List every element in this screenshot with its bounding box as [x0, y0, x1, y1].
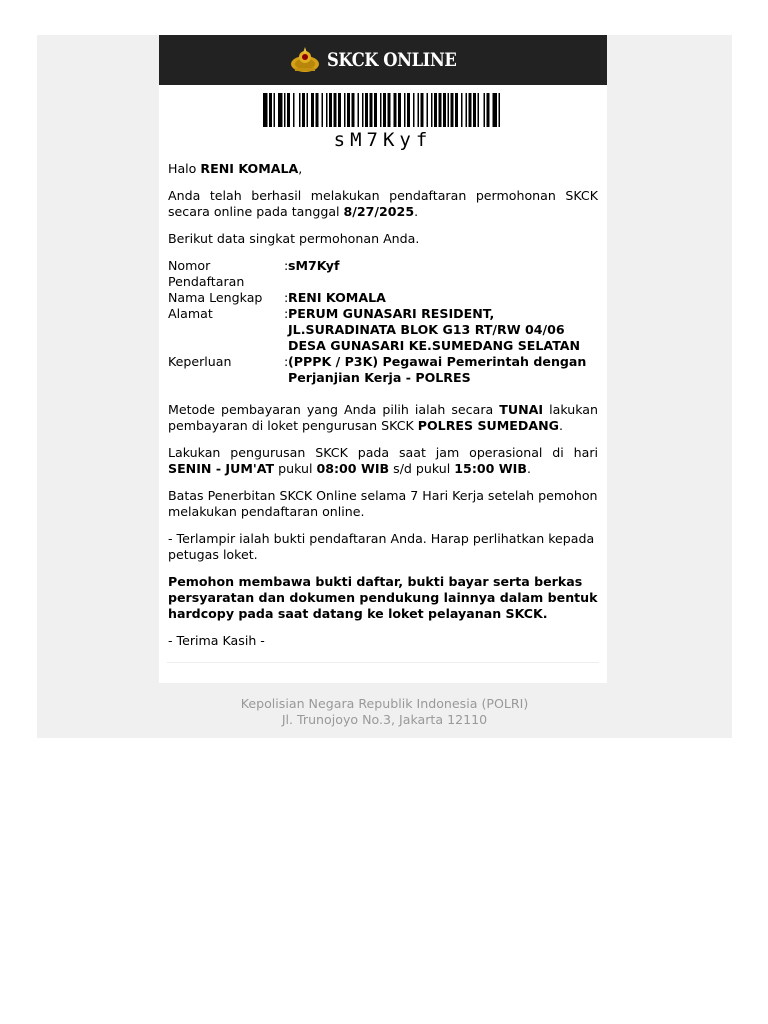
closing-text: - Terima Kasih - [168, 633, 265, 648]
barcode-bar [461, 93, 463, 127]
barcode-bar [431, 93, 433, 127]
detail-colon: : [284, 258, 289, 273]
payment-paragraph: Metode pembayaran yang Anda pilih ialah secara TUNAI lakukan pembayaran di loket pengurusan SKCK POLRES SUMEDANG. [168, 402, 598, 433]
detail-label: Nama Lengkap [168, 290, 263, 305]
detail-colon: : [284, 354, 289, 369]
detail-row-nomor [168, 258, 598, 290]
schedule-paragraph: Lakukan pengurusan SKCK pada saat jam operasional di hari SENIN - JUM'AT pukul 08:00 WIB s/d pukul 15:00 WIB. [168, 445, 598, 476]
barcode-bar [274, 93, 276, 127]
barcode-bar [407, 93, 410, 127]
barcode-bar [347, 93, 350, 127]
barcode-bar [434, 93, 437, 127]
barcode-bar [473, 93, 476, 127]
barcode-bar [439, 93, 442, 127]
intro-paragraph: Anda telah berhasil melakukan pendaftaran permohonan SKCK secara online pada tanggal 8/27/2025. [168, 188, 598, 219]
barcode-bar [302, 93, 305, 127]
barcode-block [159, 85, 607, 161]
bring-note: Pemohon membawa bukti daftar, bukti bayar serta berkas persyaratan dan dokumen pendukung lainnya dalam bentuk hardcopy pada saat datang ke loket pelayanan SKCK. [168, 574, 598, 621]
barcode-bar [421, 93, 424, 127]
barcode-bar [370, 93, 373, 127]
barcode-bar [484, 93, 486, 127]
barcode-bar [493, 93, 498, 127]
header-bar [159, 35, 607, 85]
barcode-bar [358, 93, 360, 127]
footer-address: Jl. Trunojoyo No.3, Jakarta 12110 [281, 712, 488, 727]
footer-org: Kepolisian Negara Republik Indonesia (POLRI) [240, 696, 529, 711]
detail-label: Nomor Pendaftaran [168, 258, 245, 289]
barcode-bar [394, 93, 397, 127]
barcode-bar [478, 93, 480, 127]
barcode-bar [338, 93, 341, 127]
payment-method: TUNAI [499, 402, 544, 417]
detail-row-nama [168, 290, 598, 306]
barcode-bar [451, 93, 454, 127]
barcode-bar [311, 93, 314, 127]
barcode-bar [287, 93, 290, 127]
barcode-bar [413, 93, 415, 127]
detail-colon: : [284, 306, 289, 321]
barcode-bar [284, 93, 286, 127]
barcode-bar [362, 93, 364, 127]
barcode-bar [269, 93, 272, 127]
barcode-bar [466, 93, 468, 127]
barcode-bar [365, 93, 368, 127]
attachment-note: - Terlampir ialah bukti pendaftaran Anda. Harap perlihatkan kepada petugas loket. [168, 531, 595, 562]
barcode-bar [455, 93, 458, 127]
divider [167, 662, 599, 663]
barcode-bar [374, 93, 377, 127]
barcode-bar [404, 93, 406, 127]
email-body [159, 161, 607, 649]
email-card [159, 35, 607, 683]
barcode-bar [352, 93, 355, 127]
barcode-bar [383, 93, 386, 127]
police-emblem-icon [289, 44, 321, 76]
barcode-bar [487, 93, 490, 127]
detail-label: Alamat [168, 306, 213, 321]
payment-location: POLRES SUMEDANG [417, 418, 559, 433]
barcode-bar [293, 93, 295, 127]
barcode-bar [278, 93, 283, 127]
barcode-bar [418, 93, 420, 127]
barcode-bar [263, 93, 268, 127]
schedule-start: 08:00 WIB [316, 461, 390, 476]
barcode-bar [329, 93, 332, 127]
detail-row-alamat [168, 306, 598, 354]
details-table [168, 258, 598, 386]
summary-intro: Berikut data singkat permohonan Anda. [168, 231, 420, 246]
barcode-bar [316, 93, 319, 127]
barcode-text: sM7Kyf [333, 129, 433, 151]
header-title: SKCK ONLINE [326, 49, 457, 71]
applicant-name: RENI KOMALA [200, 161, 299, 176]
barcode-bar [326, 93, 328, 127]
barcode-image [263, 93, 503, 127]
barcode-bar [448, 93, 450, 127]
detail-colon: : [284, 290, 289, 305]
barcode-bar [398, 93, 401, 127]
barcode-bar [499, 93, 501, 127]
barcode-bar [322, 93, 324, 127]
greeting: Halo RENI KOMALA, [168, 161, 303, 176]
email-wrapper [37, 35, 732, 738]
schedule-end: 15:00 WIB [454, 461, 527, 476]
detail-value: sM7Kyf [288, 258, 340, 273]
schedule-days: SENIN - JUM'AT [168, 461, 275, 476]
barcode-bar [469, 93, 472, 127]
barcode-bar [380, 93, 382, 127]
detail-value: (PPPK / P3K) Pegawai Pemerintah dengan Perjanjian Kerja - POLRES [288, 354, 587, 385]
detail-row-keperluan [168, 354, 598, 386]
barcode-bar [427, 93, 429, 127]
barcode-bar [344, 93, 346, 127]
detail-label: Keperluan [168, 354, 232, 369]
registration-date: 8/27/2025 [343, 204, 415, 219]
barcode-bar [307, 93, 309, 127]
barcode-bar [388, 93, 391, 127]
barcode-bar [299, 93, 301, 127]
email-footer [37, 696, 732, 728]
detail-value: PERUM GUNASARI RESIDENT, JL.SURADINATA BLOK G13 RT/RW 04/06 DESA GUNASARI KE.SUMEDANG SELATAN [288, 306, 581, 353]
deadline-paragraph: Batas Penerbitan SKCK Online selama 7 Hari Kerja setelah pemohon melakukan pendaftaran online. [168, 488, 598, 519]
barcode-bar [334, 93, 337, 127]
barcode-bar [443, 93, 446, 127]
detail-value: RENI KOMALA [288, 290, 386, 305]
